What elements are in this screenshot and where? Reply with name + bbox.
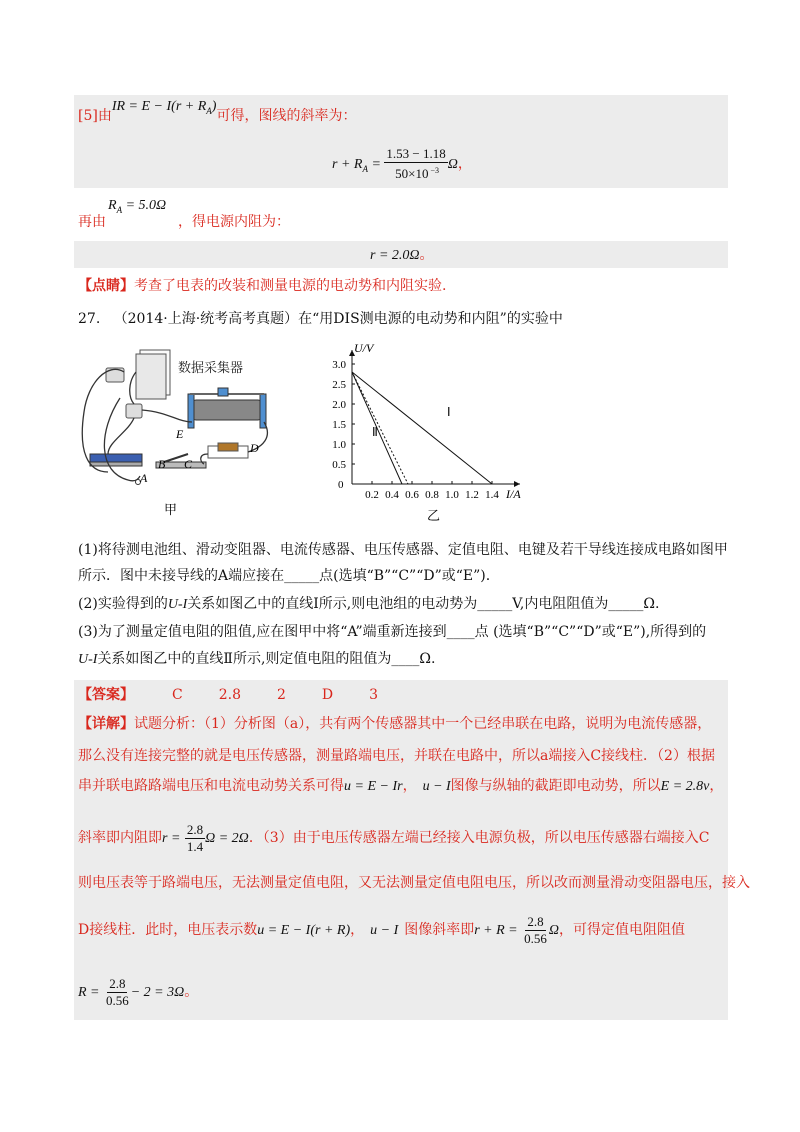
figure-jia [68,342,278,520]
x-tick-label: 0.4 [385,489,399,501]
detail-line4: 斜率即内阻即r = $\frac{2.8}{1.4}$ Ω = 2Ω．（3）由于电压传感器左端已经接入电源负极，所以电压传感器右端接入C [78,821,710,854]
battery [90,454,142,462]
answer-value: D [321,687,334,703]
sensor-2 [126,404,142,418]
y-tick-label: 1.0 [332,439,346,451]
x-tick-label: 1.0 [445,489,459,501]
fixed-resistor [218,443,238,451]
slope-fraction: $\frac{1.53 - 1.18}{50\times 10 ^{-3}}$ [386,146,446,182]
detail-line5: 则电压表等于路端电压，无法测量定值电阻，又无法测量定值电阻电压，所以改而测量滑动变阻器电压，接入 [78,875,750,891]
ra-text: 再由 ，得电源内阻为： [78,214,290,230]
step5-line [78,99,357,131]
answer-value: 3 [369,687,379,703]
question-number: 27. [78,311,101,327]
ra-formula: $R_A = 5.0\Omega$ [108,198,167,215]
answer-values [134,687,378,703]
step5-formula: IR = $E - I(r + R_A)$ [111,99,217,116]
comment-label: 【点睛】 [78,278,134,294]
x-tick-label: 0.2 [365,489,379,501]
y-tick-label: 2.5 [332,379,346,391]
answer-value: 2 [276,687,286,703]
chart-yi [310,340,525,522]
caption-yi: 乙 [427,509,441,522]
y-tick-label: 3.0 [332,359,346,371]
answer-line [78,685,378,705]
x-tick-label: 0.6 [405,489,419,501]
detail-line6: D接线柱．此时，电压表示数u = E − I(r + R)， u − I 图像斜率即r + R = $\frac{2.8}{0.56}$ Ω，可得定值电阻阻值 [78,913,685,946]
y-tick-label: 2.0 [332,399,346,411]
r-result: r = 2.0Ω。 [370,247,434,263]
series-label-1: Ⅰ [447,405,451,419]
y-tick-label: 0.5 [332,459,346,471]
x-tick-label: 1.4 [485,489,499,501]
question-source: （2014·上海·统考高考真题）在“用DIS测电源的电动势和内阻”的实验中 [113,311,563,327]
detail-line2: 那么没有连接完整的就是电压传感器，测量路端电压，并联在电路中，所以a端接入C接线柱．（2）根据 [78,748,715,764]
answer-value: C [172,687,183,703]
y-axis-label: U/V [354,341,374,355]
step5-prefix: [5]由 [78,108,112,124]
label-C: C [184,457,193,471]
series-label-2: Ⅱ [372,425,378,439]
detail-line7: R = $\frac{2.8}{0.56}$ − 2 = 3Ω。 [78,975,199,1008]
label-E: E [176,427,184,441]
answer-value: 2.8 [218,687,241,703]
label-B: B [158,457,166,471]
label-D: D [250,441,259,455]
comment-text: 考查了电表的改装和测量电源的电动势和内阻实验. [134,278,447,294]
collector-label: 数据采集器 [178,361,244,376]
label-A: A [140,471,148,485]
detail-line1: 【详解】试题分析：（1）分析图（a），共有两个传感器其中一个已经串联在电路，说明为电流传感器， [78,716,712,732]
q3-line2: U-I关系如图乙中的直线Ⅱ所示,则定值电阻的阻值为____Ω. [78,651,436,667]
question-header [78,309,563,329]
x-tick-label: 0.8 [425,489,439,501]
q3-line1: (3)为了测量定值电阻的阻值,应在图甲中将“A”端重新连接到____点 (选填“B”“C”“D”或“E”),所得到的 [78,624,707,640]
series-line-2-dotted [352,372,408,484]
answer-label: 【答案】 [78,687,134,703]
y-tick-label: 1.5 [332,419,346,431]
detail-line3: 串并联电路路端电压和电流电动势关系可得u = E − Ir， u − I图像与纵轴的截距即电动势，所以E = 2.8v， [78,778,724,794]
q1-line2: 所示．图中未接导线的A端应接在_____点(选填“B”“C”“D”或“E”). [78,568,491,584]
step5-suffix: 可得，图线的斜率为： [216,108,357,124]
rheostat [192,400,262,420]
q1-line1: (1)将待测电池组、滑动变阻器、电流传感器、电压传感器、定值电阻、电键及若干导线连接成电路如图甲 [78,542,728,558]
x-tick-label: 1.2 [465,489,479,501]
caption-jia: 甲 [164,503,178,518]
origin-label: 0 [338,479,344,491]
detail-label: 【详解】 [78,716,134,732]
x-axis-label: I/A [506,487,521,501]
comment-line [78,276,446,296]
q2-line: (2)实验得到的U-I关系如图乙中的直线Ⅰ所示,则电池组的电动势为_____V,内电阻阻值为_____Ω. [78,596,660,612]
slope-formula: $r + R_A$ = $\frac{1.53 - 1.18}{50\times 10 ^{-3}}$ Ω， [332,146,472,182]
